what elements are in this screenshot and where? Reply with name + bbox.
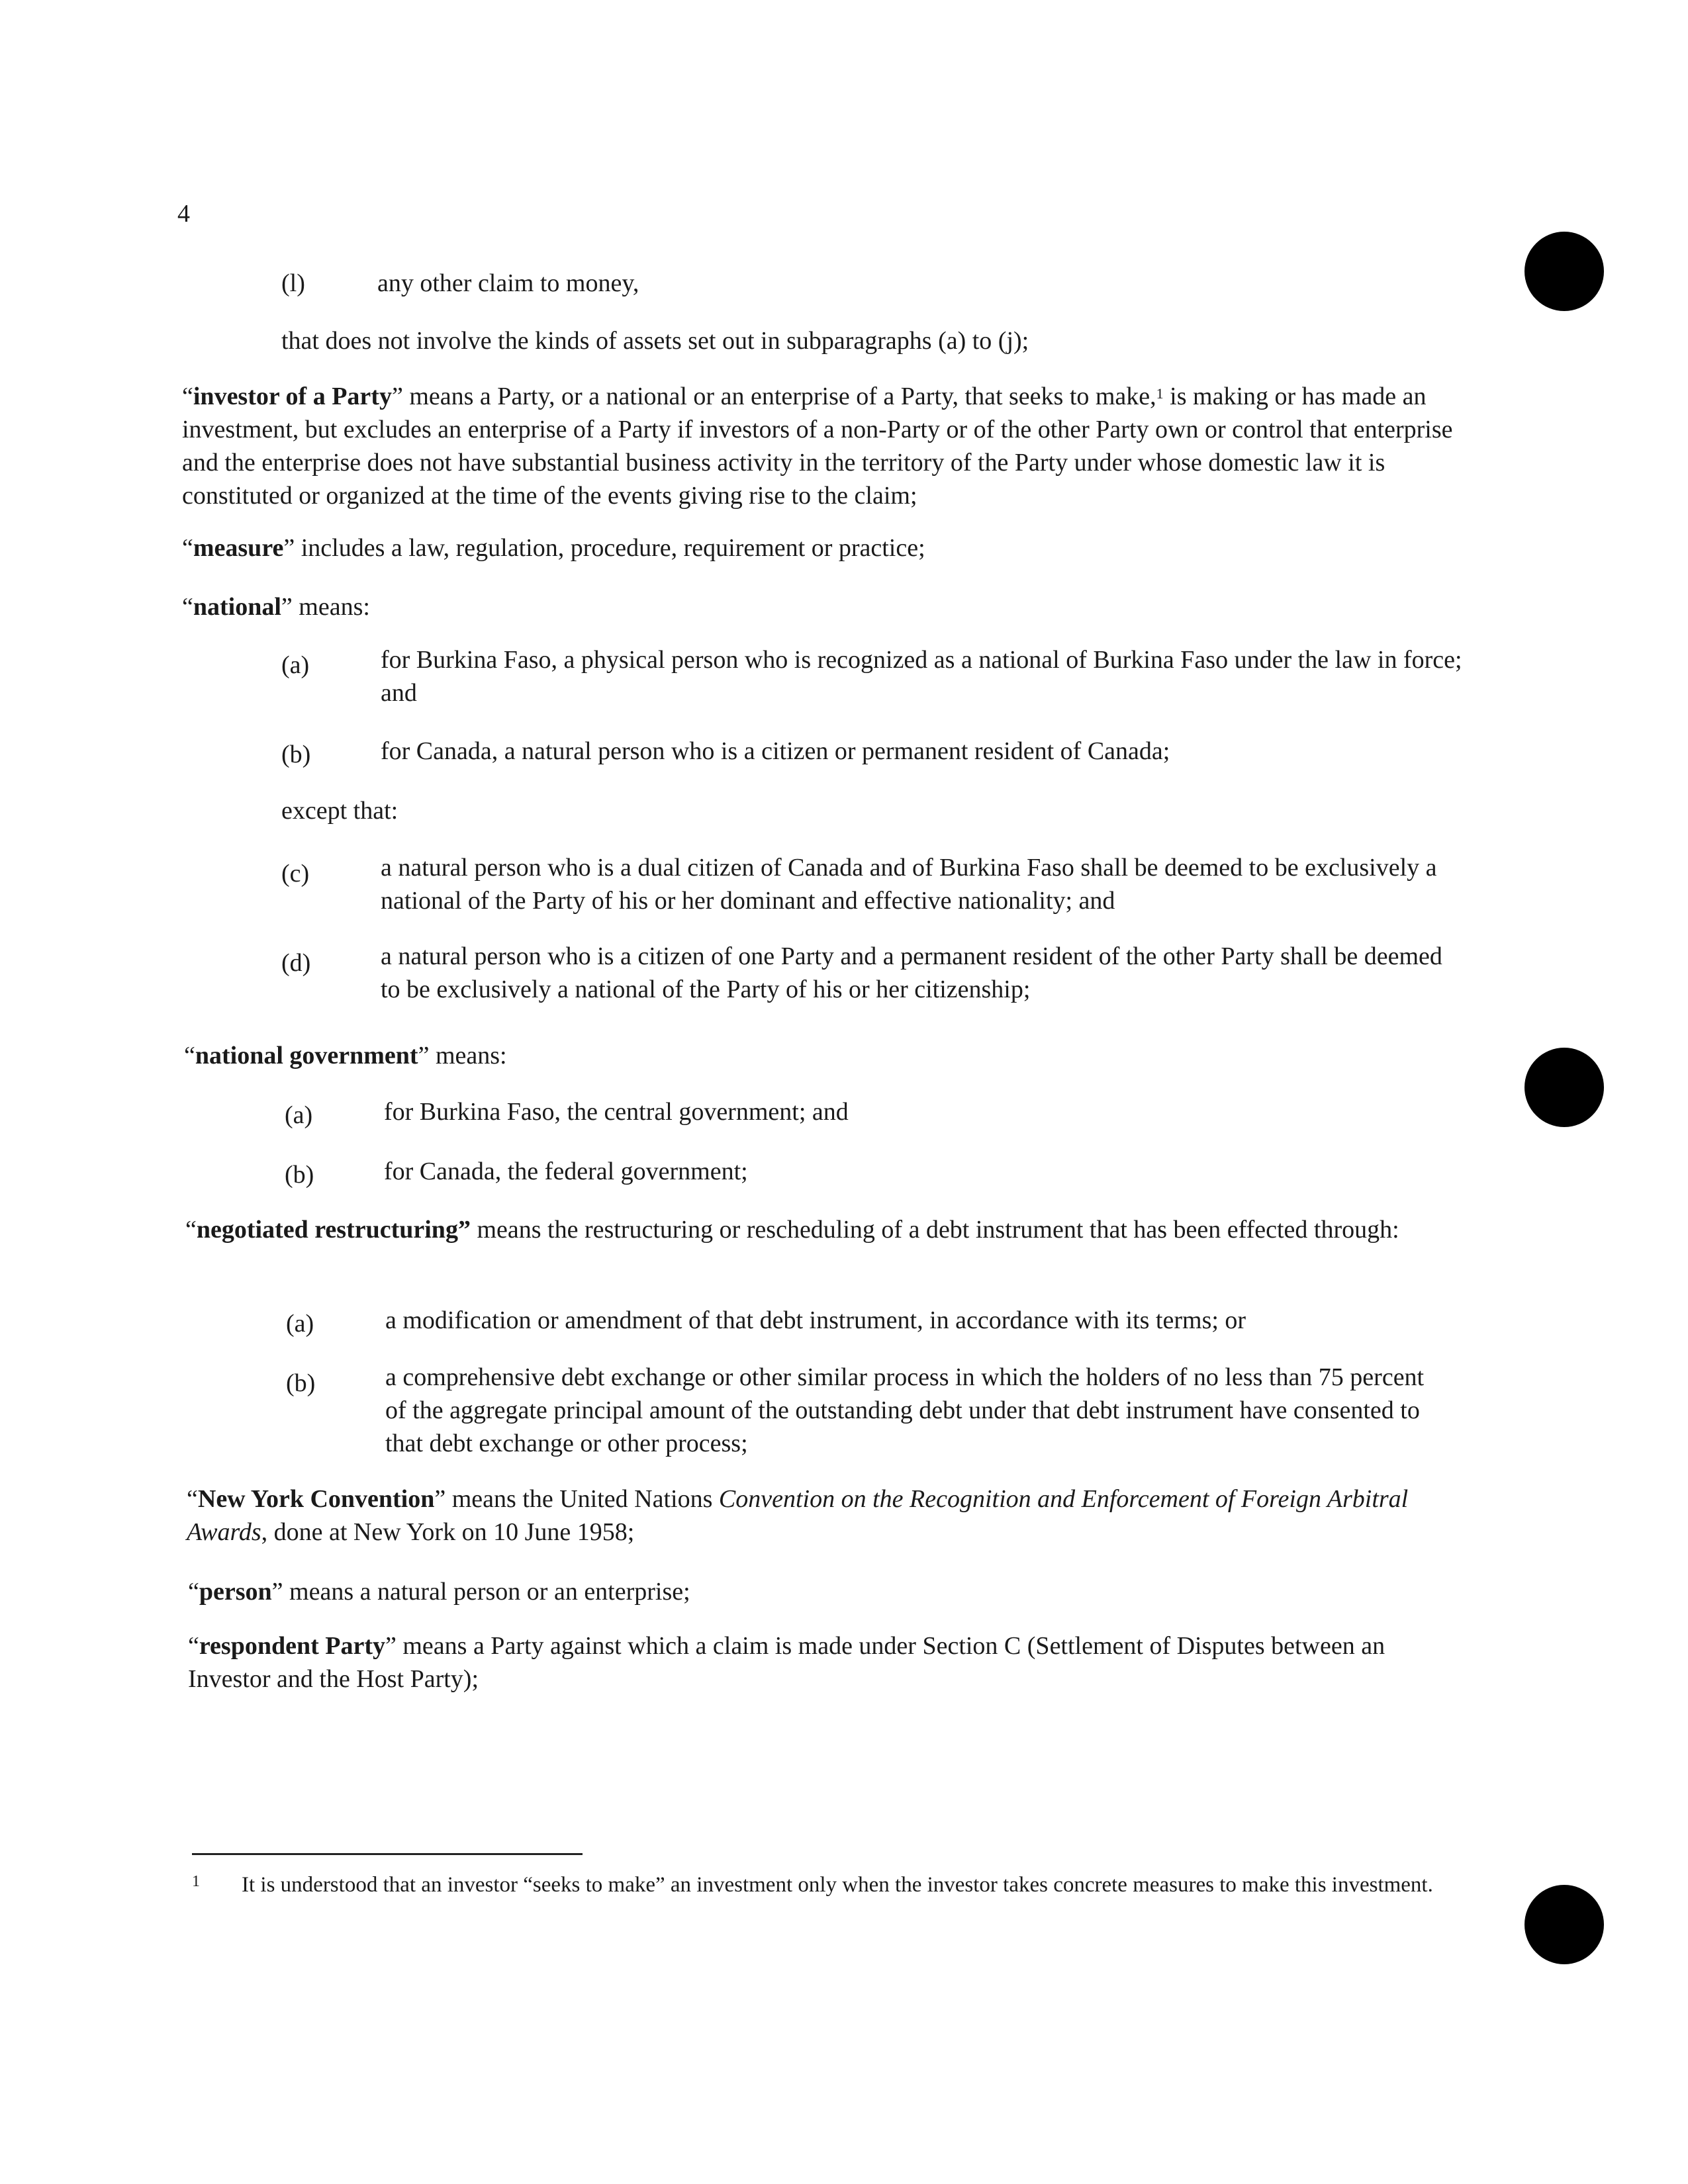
natgov-a-label: (a) [285,1101,313,1129]
convention-title: Convention on the Recognition and Enforcement of Foreign Arbitral Awards [187,1485,1409,1546]
except-that: except that: [281,797,399,825]
negotiated-a-text: a modification or amendment of that debt instrument, in accordance with its terms; or [385,1306,1246,1334]
national-c-label: (c) [281,860,310,887]
term-national-government: national government [195,1042,418,1069]
term-measure: measure [193,534,284,562]
negotiated-a-label: (a) [286,1310,314,1338]
term-national: national [193,593,281,621]
negotiated-b-text: a comprehensive debt exchange or other similar process in which the holders of no less than 75 percent of the aggregate principal amount of the outstanding debt under that debt instrument have consented to that debt exchange or other process; [385,1363,1425,1457]
footnote-separator [192,1853,583,1855]
definition-person: “person” means a natural person or an enterprise; [188,1578,690,1606]
punch-hole-middle [1524,1048,1604,1127]
sub-l-label: (l) [281,269,305,297]
term-respondent-party: respondent Party [199,1632,385,1660]
national-c-text: a natural person who is a dual citizen of Canada and of Burkina Faso shall be deemed to be exclusively a national of the Party of his or her dominant and effective nationality; and [381,854,1437,915]
term-investor: investor of a Party [193,383,392,410]
natgov-b-text: for Canada, the federal government; [384,1158,748,1185]
national-b-label: (b) [281,741,311,768]
term-negotiated-restructuring: negotiated restructuring” [196,1216,471,1244]
national-a-text: for Burkina Faso, a physical person who is recognized as a national of Burkina Faso under the law in force; and [381,646,1462,707]
term-new-york-convention: New York Convention [197,1485,435,1513]
negotiated-b-label: (b) [286,1369,316,1397]
punch-hole-top [1524,232,1604,311]
natgov-a-text: for Burkina Faso, the central government; and [384,1098,849,1126]
national-d-text: a natural person who is a citizen of one Party and a permanent resident of the other Party shall be deemed to be exclusively a national of the Party of his or her citizenship; [381,942,1442,1003]
national-a-label: (a) [281,651,310,679]
sub-l-tail: that does not involve the kinds of assets set out in subparagraphs (a) to (j); [281,327,1029,355]
footnote-reference: 1 [1156,385,1164,402]
punch-hole-bottom [1524,1885,1604,1964]
term-person: person [199,1578,272,1606]
page-number: 4 [177,200,190,228]
footnote-number: 1 [192,1873,200,1890]
definition-national-government: “national government” means: [184,1042,507,1069]
natgov-b-label: (b) [285,1161,314,1189]
definition-national: “national” means: [182,593,370,621]
national-d-label: (d) [281,949,311,977]
definition-new-york-convention: “New York Convention” means the United Nations Convention on the Recognition and Enforcement of Foreign Arbitral Awards, done at New York on 10 June 1958; [187,1485,1409,1546]
sub-l-text: any other claim to money, [377,269,639,297]
definition-negotiated-restructuring: “negotiated restructuring” means the restructuring or rescheduling of a debt instrument that has been effected through: [185,1216,1399,1244]
footnote-text: It is understood that an investor “seeks to make” an investment only when the investor takes concrete measures to make this investment. [242,1873,1433,1897]
definition-respondent-party: “respondent Party” means a Party against which a claim is made under Section C (Settlement of Disputes between an Investor and the Host Party); [188,1632,1385,1693]
definition-investor: “investor of a Party” means a Party, or a national or an enterprise of a Party, that seeks to make,$^1$ is making or has made an investment, but excludes an enterprise of a Party if investors of a non-Party or of the other Party own or control that enterprise and the enterprise does not have substantial business activity in the territory of the Party under whose domestic law it is constituted or organized at the time of the events giving rise to the claim; [182,383,1453,510]
national-b-text: for Canada, a natural person who is a citizen or permanent resident of Canada; [381,737,1170,765]
definition-measure: “measure” includes a law, regulation, procedure, requirement or practice; [182,534,925,562]
